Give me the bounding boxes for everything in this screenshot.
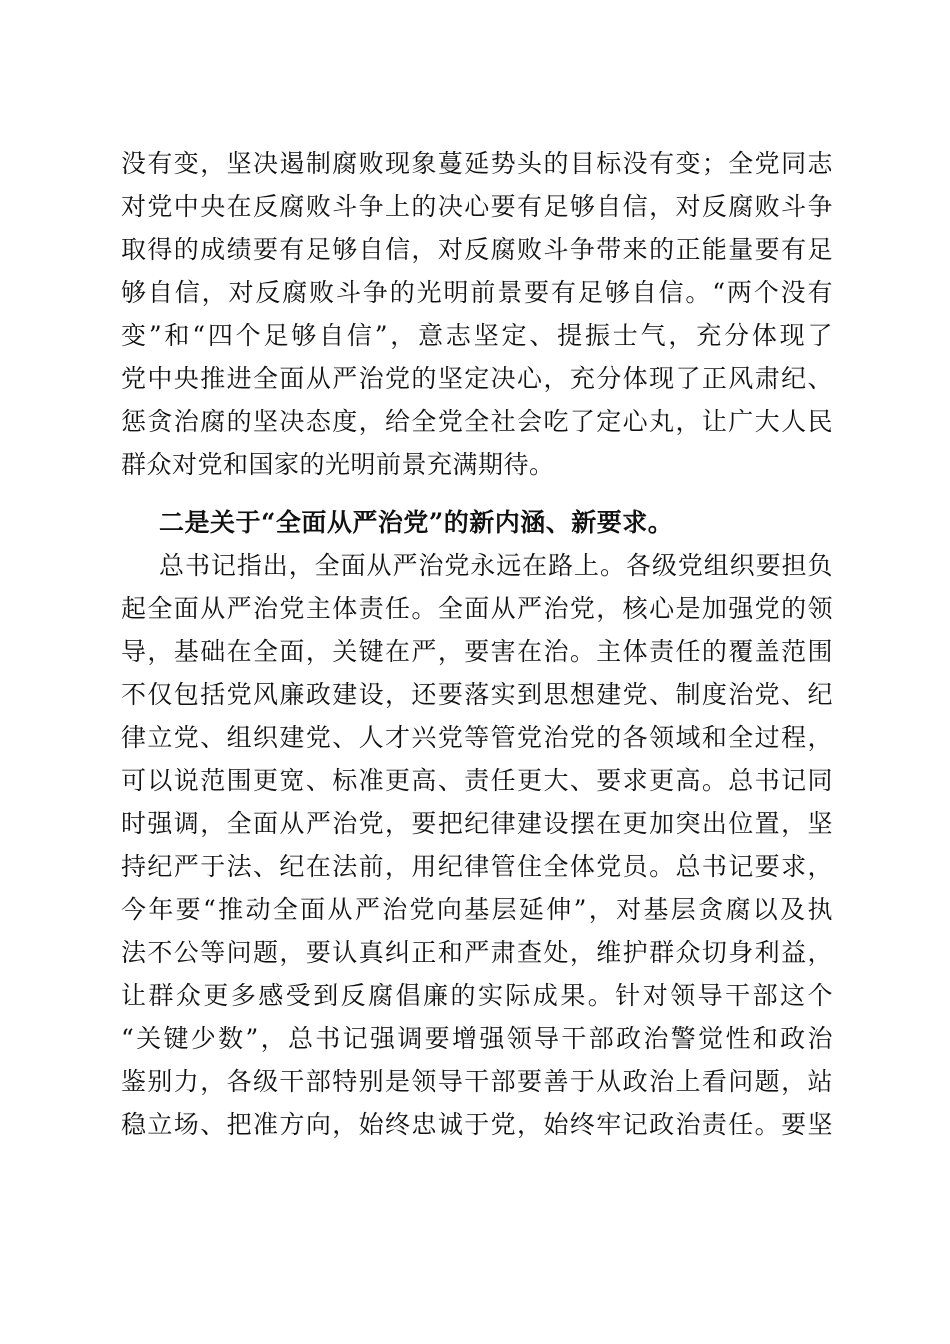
paragraph-line: 取得的成绩要有足够自信，对反腐败斗争带来的正能量要有足 [121, 235, 833, 264]
paragraph-line: 让群众更多感受到反腐倡廉的实际成果。针对领导干部这个 [121, 981, 833, 1010]
paragraph-line: 够自信，对反腐败斗争的光明前景要有足够自信。“两个没有 [121, 278, 833, 307]
section-heading [121, 501, 833, 544]
paragraph-line: 持纪严于法、纪在法前，用纪律管住全体党员。总书记要求， [121, 852, 833, 881]
paragraph-line: 惩贪治腐的坚决态度，给全党全社会吃了定心丸，让广大人民 [121, 407, 833, 436]
paragraph-line: 鉴别力，各级干部特别是领导干部要善于从政治上看问题，站 [121, 1067, 833, 1096]
paragraph-line: “关键少数”，总书记强调要增强领导干部政治警觉性和政治 [121, 1024, 833, 1053]
paragraph-line: 时强调，全面从严治党，要把纪律建设摆在更加突出位置，坚 [121, 809, 833, 838]
paragraph-line: 法不公等问题，要认真纠正和严肃查处，维护群众切身利益， [121, 938, 833, 967]
paragraph-1 [121, 142, 833, 486]
paragraph-line: 稳立场、把准方向，始终忠诚于党，始终牢记政治责任。要坚 [121, 1110, 833, 1139]
paragraph-line: 可以说范围更宽、标准更高、责任更大、要求更高。总书记同 [121, 766, 833, 795]
paragraph-line: 群众对党和国家的光明前景充满期待。 [121, 450, 555, 479]
paragraph-line: 律立党、组织建党、人才兴党等管党治党的各领域和全过程， [121, 723, 833, 752]
paragraph-line: 今年要“推动全面从严治党向基层延伸”，对基层贪腐以及执 [121, 895, 833, 924]
paragraph-line: 对党中央在反腐败斗争上的决心要有足够自信，对反腐败斗争 [121, 192, 833, 221]
paragraph-line: 总书记指出，全面从严治党永远在路上。各级党组织要担负 [159, 551, 833, 580]
paragraph-2 [121, 544, 833, 1146]
section-heading-text: 二是关于“全面从严治党”的新内涵、新要求。 [159, 508, 674, 537]
paragraph-line: 变”和“四个足够自信”，意志坚定、提振士气，充分体现了 [121, 321, 833, 350]
paragraph-line: 不仅包括党风廉政建设，还要落实到思想建党、制度治党、纪 [121, 680, 833, 709]
paragraph-line: 起全面从严治党主体责任。全面从严治党，核心是加强党的领 [121, 594, 833, 623]
paragraph-line: 导，基础在全面，关键在严，要害在治。主体责任的覆盖范围 [121, 637, 833, 666]
paragraph-line: 没有变，坚决遏制腐败现象蔓延势头的目标没有变；全党同志 [121, 149, 833, 178]
paragraph-line: 党中央推进全面从严治党的坚定决心，充分体现了正风肃纪、 [121, 364, 833, 393]
